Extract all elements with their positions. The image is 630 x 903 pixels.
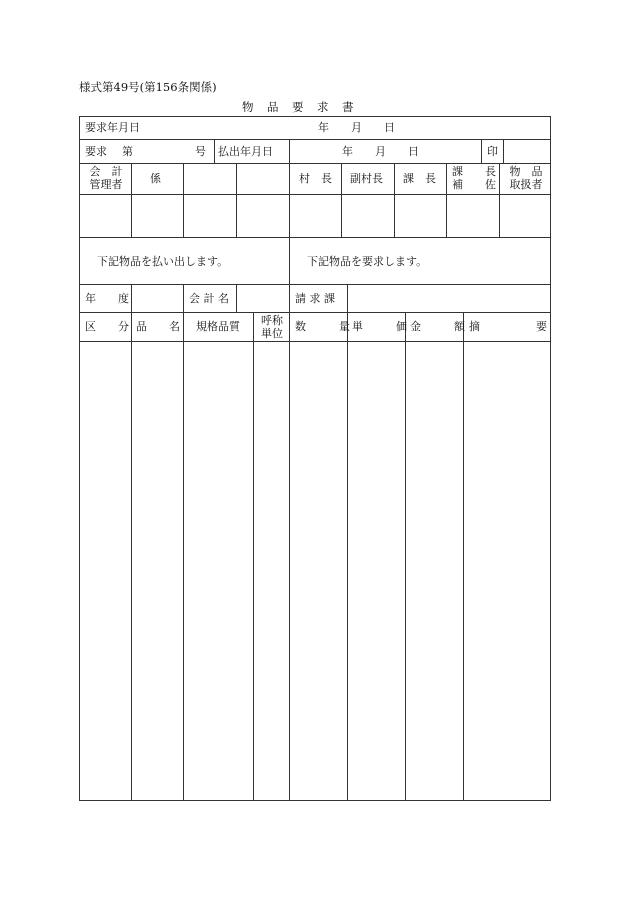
col-unit-price: 単 価 (352, 320, 407, 333)
form-number: 様式第49号(第156条関係) (79, 80, 217, 94)
divider (481, 139, 482, 163)
col-remarks: 摘 (469, 320, 480, 333)
accounting-manager-header: 会 計 管理者 (89, 165, 123, 191)
deputy-village-head-header: 副村長 (350, 172, 383, 185)
divider (347, 284, 348, 312)
divider (214, 139, 215, 163)
divider (446, 163, 447, 237)
divider (79, 284, 551, 285)
divider (463, 312, 464, 801)
goods-handler-header: 物 品 取扱者 (509, 165, 543, 191)
col-spec-quality: 規格品質 (196, 320, 240, 333)
divider (79, 237, 551, 238)
divider (341, 163, 342, 237)
col-quantity: 数 量 (295, 320, 350, 333)
divider (253, 312, 254, 801)
divider (79, 341, 551, 342)
assistant-chief-header: 課 長 補 佐 (452, 165, 496, 191)
col-category: 区 分 (85, 320, 129, 333)
village-head-header: 村 長 (299, 172, 332, 185)
divider (183, 312, 184, 801)
divider (183, 163, 184, 237)
divider (503, 139, 504, 163)
divider (131, 284, 132, 312)
fiscal-year-label: 年 度 (85, 292, 129, 305)
staff-header: 係 (150, 172, 161, 185)
divider (183, 284, 184, 312)
divider (79, 163, 551, 164)
payout-date-value: 年 月 日 (342, 145, 419, 158)
divider (131, 312, 132, 801)
divider (289, 284, 290, 312)
divider (394, 163, 395, 237)
payout-date-label: 払出年月日 (218, 145, 273, 158)
divider (289, 163, 290, 284)
request-no-label: 要求 (85, 145, 107, 158)
col-remarks-2: 要 (536, 320, 547, 333)
divider (131, 163, 132, 237)
col-amount: 金 額 (410, 320, 465, 333)
form-table (79, 116, 551, 801)
divider (79, 194, 551, 195)
request-no-go: 号 (195, 145, 206, 158)
seal-mark: 印 (487, 145, 498, 158)
section-chief-header: 課 長 (403, 172, 436, 185)
request-no-dai: 第 (122, 145, 133, 158)
divider (236, 163, 237, 237)
divider (236, 284, 237, 312)
request-date-value: 年 月 日 (318, 121, 395, 134)
col-item-name: 品 名 (136, 320, 180, 333)
divider (405, 312, 406, 801)
col-unit: 呼称 単位 (261, 314, 283, 340)
request-date-label: 要求年月日 (85, 121, 140, 134)
requesting-section-label: 請 求 課 (295, 292, 335, 305)
account-name-label: 会 計 名 (189, 292, 229, 305)
divider (347, 312, 348, 801)
request-statement: 下記物品を要求します。 (307, 255, 428, 268)
payout-statement: 下記物品を払い出します。 (97, 255, 229, 268)
divider (79, 312, 551, 313)
page-title: 物 品 要 求 書 (242, 100, 355, 114)
divider (289, 139, 290, 163)
divider (499, 163, 500, 237)
divider (289, 312, 290, 801)
